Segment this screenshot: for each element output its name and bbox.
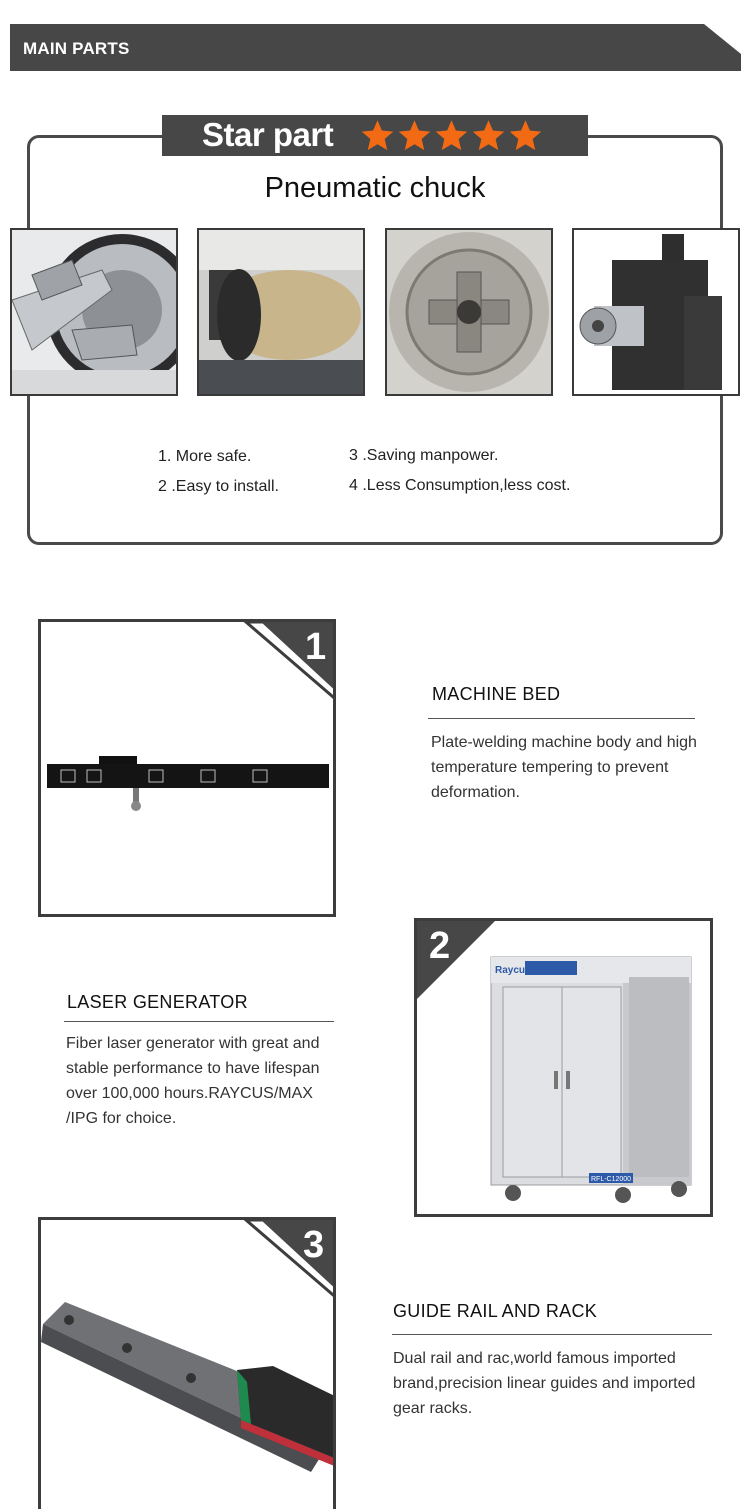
star-part-title: Star part (202, 116, 334, 153)
feature-item: 1. More safe. (158, 448, 252, 465)
description-line: deformation. (431, 784, 520, 801)
laser-generator-illustration (417, 921, 713, 1217)
description-line: brand,precision linear guides and imported (393, 1375, 696, 1392)
feature-item: 4 .Less Consumption,less cost. (349, 477, 571, 494)
divider (64, 1021, 334, 1022)
description-line: /IPG for choice. (66, 1110, 177, 1127)
chuck-photo-4 (572, 228, 740, 396)
model-label: RFL-C12000 (591, 1176, 632, 1183)
star-icon (434, 118, 469, 153)
part-number: 1 (305, 626, 327, 668)
chuck-photo-2 (197, 228, 365, 396)
brand-label: Raycus (495, 965, 531, 976)
description-line: gear racks. (393, 1400, 473, 1417)
description-line: Plate-welding machine body and high (431, 734, 697, 751)
part-description (66, 1031, 319, 1131)
part-title: GUIDE RAIL AND RACK (393, 1301, 598, 1321)
divider (428, 718, 695, 719)
feature-item: 2 .Easy to install. (158, 478, 279, 495)
star-icon (360, 118, 395, 153)
rating-stars (360, 118, 543, 153)
part-number: 2 (429, 925, 451, 967)
product-title: Pneumatic chuck (264, 172, 486, 204)
description-line: Fiber laser generator with great and (66, 1035, 320, 1052)
star-icon (397, 118, 432, 153)
part-card-guide-rail (38, 1217, 336, 1509)
section-title: MAIN PARTS (23, 39, 130, 58)
part-card-machine-bed (38, 619, 336, 917)
chuck-photo-1 (10, 228, 178, 396)
description-line: temperature tempering to prevent (431, 759, 669, 776)
star-icon (471, 118, 506, 153)
part-card-laser-generator (414, 918, 713, 1217)
star-part-badge (162, 115, 588, 156)
machine-bed-illustration (41, 622, 336, 917)
guide-rail-illustration (41, 1220, 336, 1509)
feature-item: 3 .Saving manpower. (349, 447, 499, 464)
section-header (10, 24, 741, 71)
part-description (393, 1346, 695, 1421)
chuck-photo-3 (385, 228, 553, 396)
part-number: 3 (303, 1224, 325, 1266)
part-description (431, 730, 697, 805)
description-line: over 100,000 hours.RAYCUS/MAX (66, 1085, 313, 1102)
part-title: MACHINE BED (432, 684, 561, 704)
divider (392, 1334, 712, 1335)
description-line: stable performance to have lifespan (66, 1060, 320, 1077)
description-line: Dual rail and rac,world famous imported (393, 1350, 676, 1367)
part-title: LASER GENERATOR (67, 992, 248, 1012)
star-icon (508, 118, 543, 153)
